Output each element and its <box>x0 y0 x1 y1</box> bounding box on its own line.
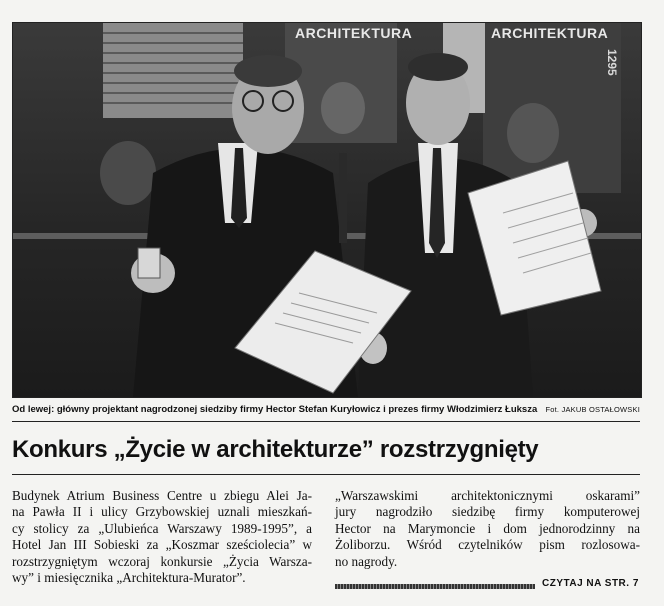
column-line: Hotel Jan III Sobieski za „Koszmar sześciolecia” w <box>12 537 312 553</box>
column-line: Żoliborzu. Wśród czytelników pism rozlosowa- <box>335 537 640 553</box>
article-column-right <box>335 488 640 570</box>
article-column-left <box>12 488 312 586</box>
continue-on-page-link[interactable]: CZYTAJ NA STR. 7 <box>542 578 639 589</box>
divider-top <box>12 421 640 422</box>
column-line: jury nagrodziło siedzibę firmy komputerowej <box>335 504 640 520</box>
column-line: na Pawła II i ulicy Grzybowskiej uznali mieszkań- <box>12 504 312 520</box>
photo-caption <box>12 402 640 418</box>
divider-headline <box>12 474 640 475</box>
poster-right-year: 1295 <box>605 49 619 76</box>
column-line: wy” i miesięcznika „Architektura-Murator”. <box>12 570 246 586</box>
column-line: Budynek Atrium Business Centre u zbiegu Alei Ja- <box>12 488 312 503</box>
poster-left-label: ARCHITEKTURA <box>295 25 413 41</box>
column-line: „Warszawskimi architektonicznymi oskarami” <box>335 488 640 503</box>
article-headline: Konkurs „Życie w architekturze” rozstrzygnięty <box>12 436 539 463</box>
column-line: no nagrody. <box>335 553 398 569</box>
column-line: cy stolicy za „Ulubieńca Warszawy 1989-1995”, a <box>12 520 312 536</box>
article-photo <box>12 22 642 398</box>
column-line: rozstrzygniętym wczoraj konkursie „Życia Warsza- <box>12 553 312 569</box>
poster-right-label: ARCHITEKTURA <box>491 25 609 41</box>
column-line: Hector na Marymoncie i dom jednorodzinny na <box>335 520 640 536</box>
footer-rule <box>335 584 535 589</box>
photo-illustration <box>13 23 641 397</box>
caption-text: Od lewej: główny projektant nagrodzonej siedziby firmy Hector Stefan Kuryłowicz i prezes firmy Włodzimierz Łuksza <box>12 404 538 415</box>
photo-credit: Fot. JAKUB OSTAŁOWSKI <box>545 405 640 414</box>
